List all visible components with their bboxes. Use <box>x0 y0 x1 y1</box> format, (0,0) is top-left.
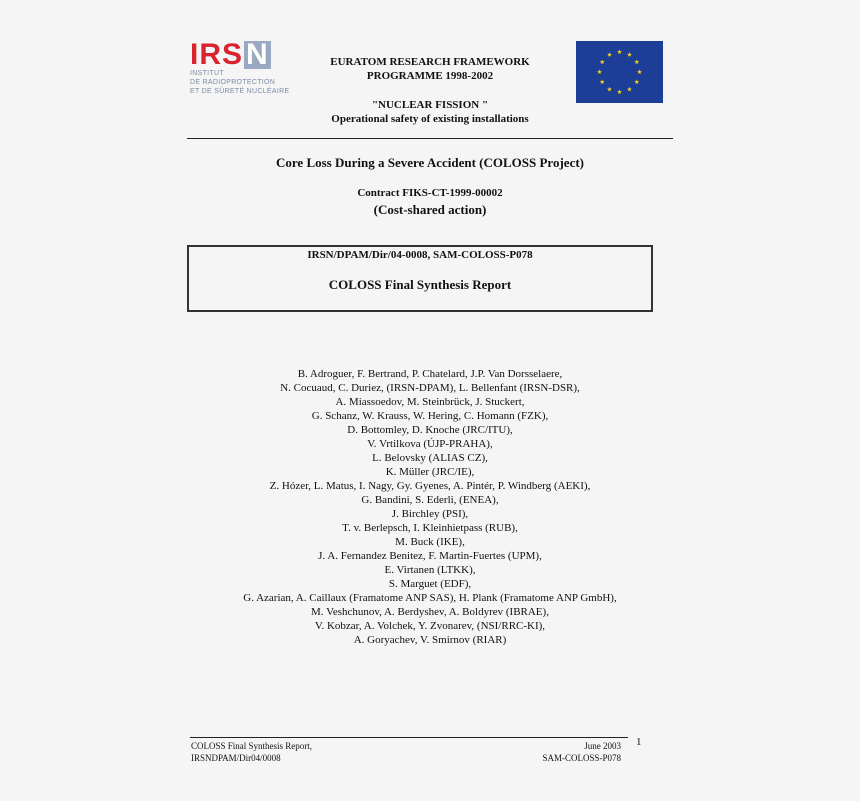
irsn-logo-sub1: INSTITUT <box>190 70 224 77</box>
author-line: A. Miassoedov, M. Steinbrück, J. Stuckert, <box>335 396 525 408</box>
irsn-logo <box>190 38 290 103</box>
author-line: B. Adroguer, F. Bertrand, P. Chatelard, J.P. Van Dorsselaere, <box>297 368 563 380</box>
author-line: K. Müller (JRC/IE), <box>385 466 475 478</box>
author-line: V. Kobzar, A. Volchek, Y. Zvonarev, (NSI/RRC-KI), <box>314 620 546 632</box>
footer-date: June 2003 <box>584 741 621 751</box>
irsn-logo-letters: IRS <box>190 38 244 71</box>
framework-line-1: EURATOM RESEARCH FRAMEWORK <box>330 56 530 68</box>
footer-report-name: COLOSS Final Synthesis Report, <box>191 741 313 751</box>
author-list <box>180 367 680 647</box>
author-line: M. Veshchunov, A. Berdyshev, A. Boldyrev (IBRAE), <box>311 606 549 618</box>
header-divider <box>187 138 673 139</box>
author-line: J. A. Fernandez Benitez, F. Martin-Fuertes (UPM), <box>318 550 542 562</box>
page-number: 1 <box>636 736 642 748</box>
report-reference: IRSN/DPAM/Dir/04-0008, SAM-COLOSS-P078 <box>307 249 533 261</box>
irsn-logo-wordmark <box>190 38 282 71</box>
programme-topic: Operational safety of existing installations <box>331 113 529 125</box>
author-line: V. Vrtilkova (ÚJP-PRAHA), <box>367 438 493 450</box>
author-line: J. Birchley (PSI), <box>391 508 469 520</box>
irsn-logo-sub3: ET DE SÛRETÉ NUCLÉAIRE <box>190 88 290 95</box>
eu-flag-icon <box>576 41 663 103</box>
author-line: L. Belovsky (ALIAS CZ), <box>372 452 488 464</box>
author-line: E. Virtanen (LTKK), <box>384 564 476 576</box>
author-line: M. Buck (IKE), <box>395 536 465 548</box>
report-title: COLOSS Final Synthesis Report <box>328 277 512 292</box>
footer-doc-code: SAM-COLOSS-P078 <box>542 753 621 763</box>
action-type: (Cost-shared action) <box>373 202 487 217</box>
author-line: N. Cocuaud, C. Duriez, (IRSN-DPAM), L. Bellenfant (IRSN-DSR), <box>280 382 580 394</box>
author-line: G. Azarian, A. Caillaux (Framatome ANP SAS), H. Plank (Framatome ANP GmbH), <box>243 592 617 604</box>
irsn-logo-sub2: DE RADIOPROTECTION <box>190 79 276 86</box>
footer-report-id: IRSNDPAM/Dir04/0008 <box>191 753 281 763</box>
author-line: G. Bandini, S. Ederli, (ENEA), <box>361 494 499 506</box>
contract-number: Contract FIKS-CT-1999-00002 <box>357 187 503 199</box>
author-line: A. Goryachev, V. Smirnov (RIAR) <box>353 634 507 646</box>
author-line: D. Bottomley, D. Knoche (JRC/ITU), <box>347 424 513 436</box>
author-line: T. v. Berlepsch, I. Kleinhietpass (RUB), <box>342 522 518 534</box>
programme-name: "NUCLEAR FISSION " <box>371 99 489 111</box>
irsn-logo-n: N <box>246 38 269 71</box>
author-line: Z. Hózer, L. Matus, I. Nagy, Gy. Gyenes, A. Pintér, P. Windberg (AEKI), <box>269 480 591 492</box>
framework-line-2: PROGRAMME 1998-2002 <box>366 70 494 82</box>
author-line: G. Schanz, W. Krauss, W. Hering, C. Homann (FZK), <box>311 410 549 422</box>
footer-divider <box>190 737 628 738</box>
author-line: S. Marguet (EDF), <box>388 578 472 590</box>
project-title: Core Loss During a Severe Accident (COLOSS Project) <box>276 155 584 170</box>
